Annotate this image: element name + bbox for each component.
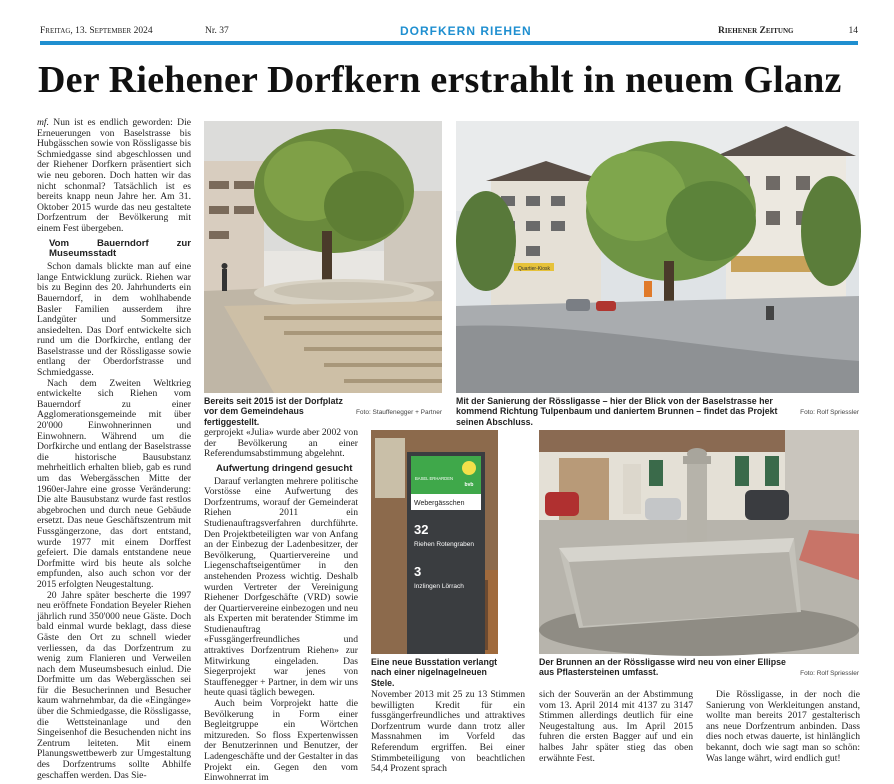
stele-stop-name: Webergässchen <box>414 500 465 507</box>
issue-number: Nr. 37 <box>205 26 229 36</box>
stele-line1-dest: Riehen Rotengraben <box>414 541 474 548</box>
stele-line1-number: 32 <box>414 522 429 537</box>
photo-dorfplatz-caption <box>204 396 442 427</box>
byline: mf. <box>37 117 49 128</box>
caption-text: Bereits seit 2015 ist der Dorfplatz vor dem Gemeindehaus fertiggestellt. <box>204 396 343 427</box>
stele-brand: BASEL ERHARDEN <box>415 476 454 481</box>
article-column-3 <box>371 689 525 775</box>
bus-stele-image <box>371 430 498 654</box>
article-column-2 <box>204 427 358 784</box>
paragraph: 20 Jahre später bescherte die 1997 neu eröffnete Fondation Beyeler Riehen jährlich rund 350'000 neue Gäste. Doch bald einmal wurde beklagt, dass diese Gäste den Ort zu schnell wieder verliessen, da das Dorfzentrum zu wenig zum Flanieren und Verweilen nach dem Museumsbesuch einlud. Die Dorfmitte um das Webergässchen sei für die Besucherinnen und Besucher kaum wahrnehmbar, da die «Eingänge» über die Schmiedgasse, die Rössligasse, die Wettsteinanlage und den Singeisenhof die Besuchenden nicht ins Zentrum leiteten. Mit einem Planungswettbewerb zur Umgestaltung des Dorfzentrums sollte Abhilfe geschaffen werden. Das Sie- <box>37 589 192 781</box>
caption-text: Mit der Sanierung der Rössligasse – hier der Blick von der Baselstrasse her kommend Richtung Tulpenbaum und daniertem Brunnen – findet das Projekt seinen Abschluss. <box>456 396 778 427</box>
paper-name: Riehener Zeitung <box>718 26 794 36</box>
photo-roessligasse-caption <box>456 396 859 427</box>
photo-dorfplatz <box>204 121 442 393</box>
paragraph: Auch beim Vorprojekt hatte die Bevölkerung in Form einer Begleitgruppe ein Wörtchen mitzureden. So floss Expertenwissen der Benutzerinnen und Benutzer, der Ladengeschäfte und der Gestalter in das Projekt ein. Gegen den vom Einwohnerrat im <box>204 698 358 784</box>
article-column-4 <box>539 689 693 764</box>
stele-logo: bvb <box>464 482 474 488</box>
headline: Der Riehener Dorfkern erstrahlt in neuem Glanz <box>38 59 842 101</box>
subheading-2: Aufwertung dringend gesucht <box>216 462 353 474</box>
article-column-5 <box>706 689 860 764</box>
paragraph: Schon damals blickte man auf eine lange Entwicklung zurück. Riehen war bis zu Beginn des 20. Jahrhunderts ein Bauerndorf, in dem wohlhabende Basler Familien ausserdem ihre Landgüter und Sommersitze ansiedelten. Das Dorf entwickelte sich rund um die Dorfkirche, entlang der Baselstrasse und der Rössligasse sowie entlang der Oberdorfstrasse und Schmiedgasse. <box>37 261 191 379</box>
caption-text: Der Brunnen an der Rössligasse wird neu von einer Ellipse aus Pflastersteinen umfasst. <box>539 657 786 678</box>
paragraph: Darauf verlangten mehrere politische Vorstösse eine Aufwertung des Dorfzentrums, worauf der Gemeinderat Riehen 2011 ein Studienauftragsverfahren durchführte. Den Projektbeteiligten war von Anfang an der Einbezug der Ladenbesitzer, der Bevölkerung, Quartiervereine und Liegenschaftseigentümer in den anstehenden Prozess wichtig. Deshalb wurden Vertreter der Vereinigung Riehener Dorfgeschäfte (VRD) sowie der Quartiervereine einbezogen und neu als Experten mit beratender Stimme im Studienauftrag «Fussgängerfreundliches und attraktives Dorfzentrum Riehen» zur Mitwirkung eingeladen. Das Siegerprojekt war jenes von Stauffenegger + Partner, in dem wir uns heute quasi täglich bewegen. <box>204 475 358 699</box>
dorfplatz-image <box>204 121 442 393</box>
section-title: DORFKERN RIEHEN <box>400 24 532 38</box>
photo-bus-stele-caption: Eine neue Busstation verlangt nach einer nigelnagelneuen Stele. <box>371 657 498 688</box>
masthead <box>40 26 858 40</box>
intro-paragraph: Nun ist es endlich geworden: Die Erneuerungen von Baselstrasse bis Hubgässchen sowie von Rössligasse bis Schmiedgasse sind abgeschlossen und der Riehener Dorfkern präsentiert sich wie neu geboren. Doch hatten wir das nicht schonmal? Tatsächlich ist es bereits knapp neun Jahre her. Am 31. Oktober 2015 wurde das neu gestaltete Dorfzentrum der Bevölkerung mit einem Fest übergeben. <box>37 117 191 234</box>
brunnen-image <box>539 430 859 654</box>
roessligasse-image <box>456 121 859 393</box>
page-number: 14 <box>848 26 858 36</box>
issue-date: Freitag, 13. September 2024 <box>40 26 153 36</box>
stele-line2-number: 3 <box>414 564 422 579</box>
photo-credit: Foto: Rolf Spriessler <box>800 409 859 416</box>
subheading-1: Vom Bauerndorf zur Museumsstadt <box>49 237 191 260</box>
photo-roessligasse <box>456 121 859 393</box>
photo-bus-stele <box>371 430 498 654</box>
paragraph: Die Rössligasse, in der noch die Sanierung von Werkleitungen anstand, wollte man bereits 2017 gestalterisch ans neue Dorfzentrum anbinden. Dass dies noch etwas dauerte, ist hinlänglich bekannt, doch wie sagt man so schön: Was lange währt, wird endlich gut! <box>706 689 860 764</box>
stele-line2-dest: Inzlingen Lörrach <box>414 583 464 590</box>
paragraph: sich der Souverän an der Abstimmung vom 13. April 2014 mit 4137 zu 3147 Stimmen allerdings deutlich für eine Neugestaltung aus. Im April 2015 fuhren die ersten Bagger auf und ein halbes Jahr später stieg das oben erwähnte Fest. <box>539 689 693 764</box>
paragraph: gerprojekt «Julia» wurde aber 2002 von der Bevölkerung an einer Referendumsabstimmung abgelehnt. <box>204 427 358 460</box>
photo-credit: Foto: Rolf Spriessler <box>800 670 859 677</box>
photo-brunnen <box>539 430 859 654</box>
photo-credit: Foto: Stauffenegger + Partner <box>355 409 442 416</box>
paragraph: Nach dem Zweiten Weltkrieg entwickelte sich Riehen vom Bauerndorf zu einer Agglomerationsgemeinde mit über 20'000 Einwohnerinnen und Einwohnern. Während um die Dorfkirche und entlang der Baselstrasse die historische Bausubstanz mehrheitlich erhalten blieb, gab es rund um das Webergässchen Mitte der 1960er-Jahre eine grosse Veränderung: Die alte Bausubstanz wurde fast restlos abgebrochen und durch neue Gebäude ersetzt. Das neue Geschäftszentrum mit Fussgängerzone, das dort entstand, wurde 1977 mit einem Dorffest gefeiert. Die damals entstandene neue Dorfmitte wird bis heute als solche empfunden, also auch schon vor der 2015 erfolgten Neugestaltung. <box>37 377 191 590</box>
article-column-1 <box>37 117 192 781</box>
paragraph: November 2013 mit 25 zu 13 Stimmen bewilligten Kredit für ein fussgängerfreundliches und attraktives Dorfzentrum wurde dann trotz aller Massnahmen im Vorfeld das Referendum ergriffen. Bei einer Stimmbeteiligung von beachtlichen 54,4 Prozent sprach <box>371 689 525 775</box>
shop-sign: Quartier-Kiosk <box>518 266 550 272</box>
masthead-rule <box>40 41 858 45</box>
photo-brunnen-caption <box>539 657 859 679</box>
